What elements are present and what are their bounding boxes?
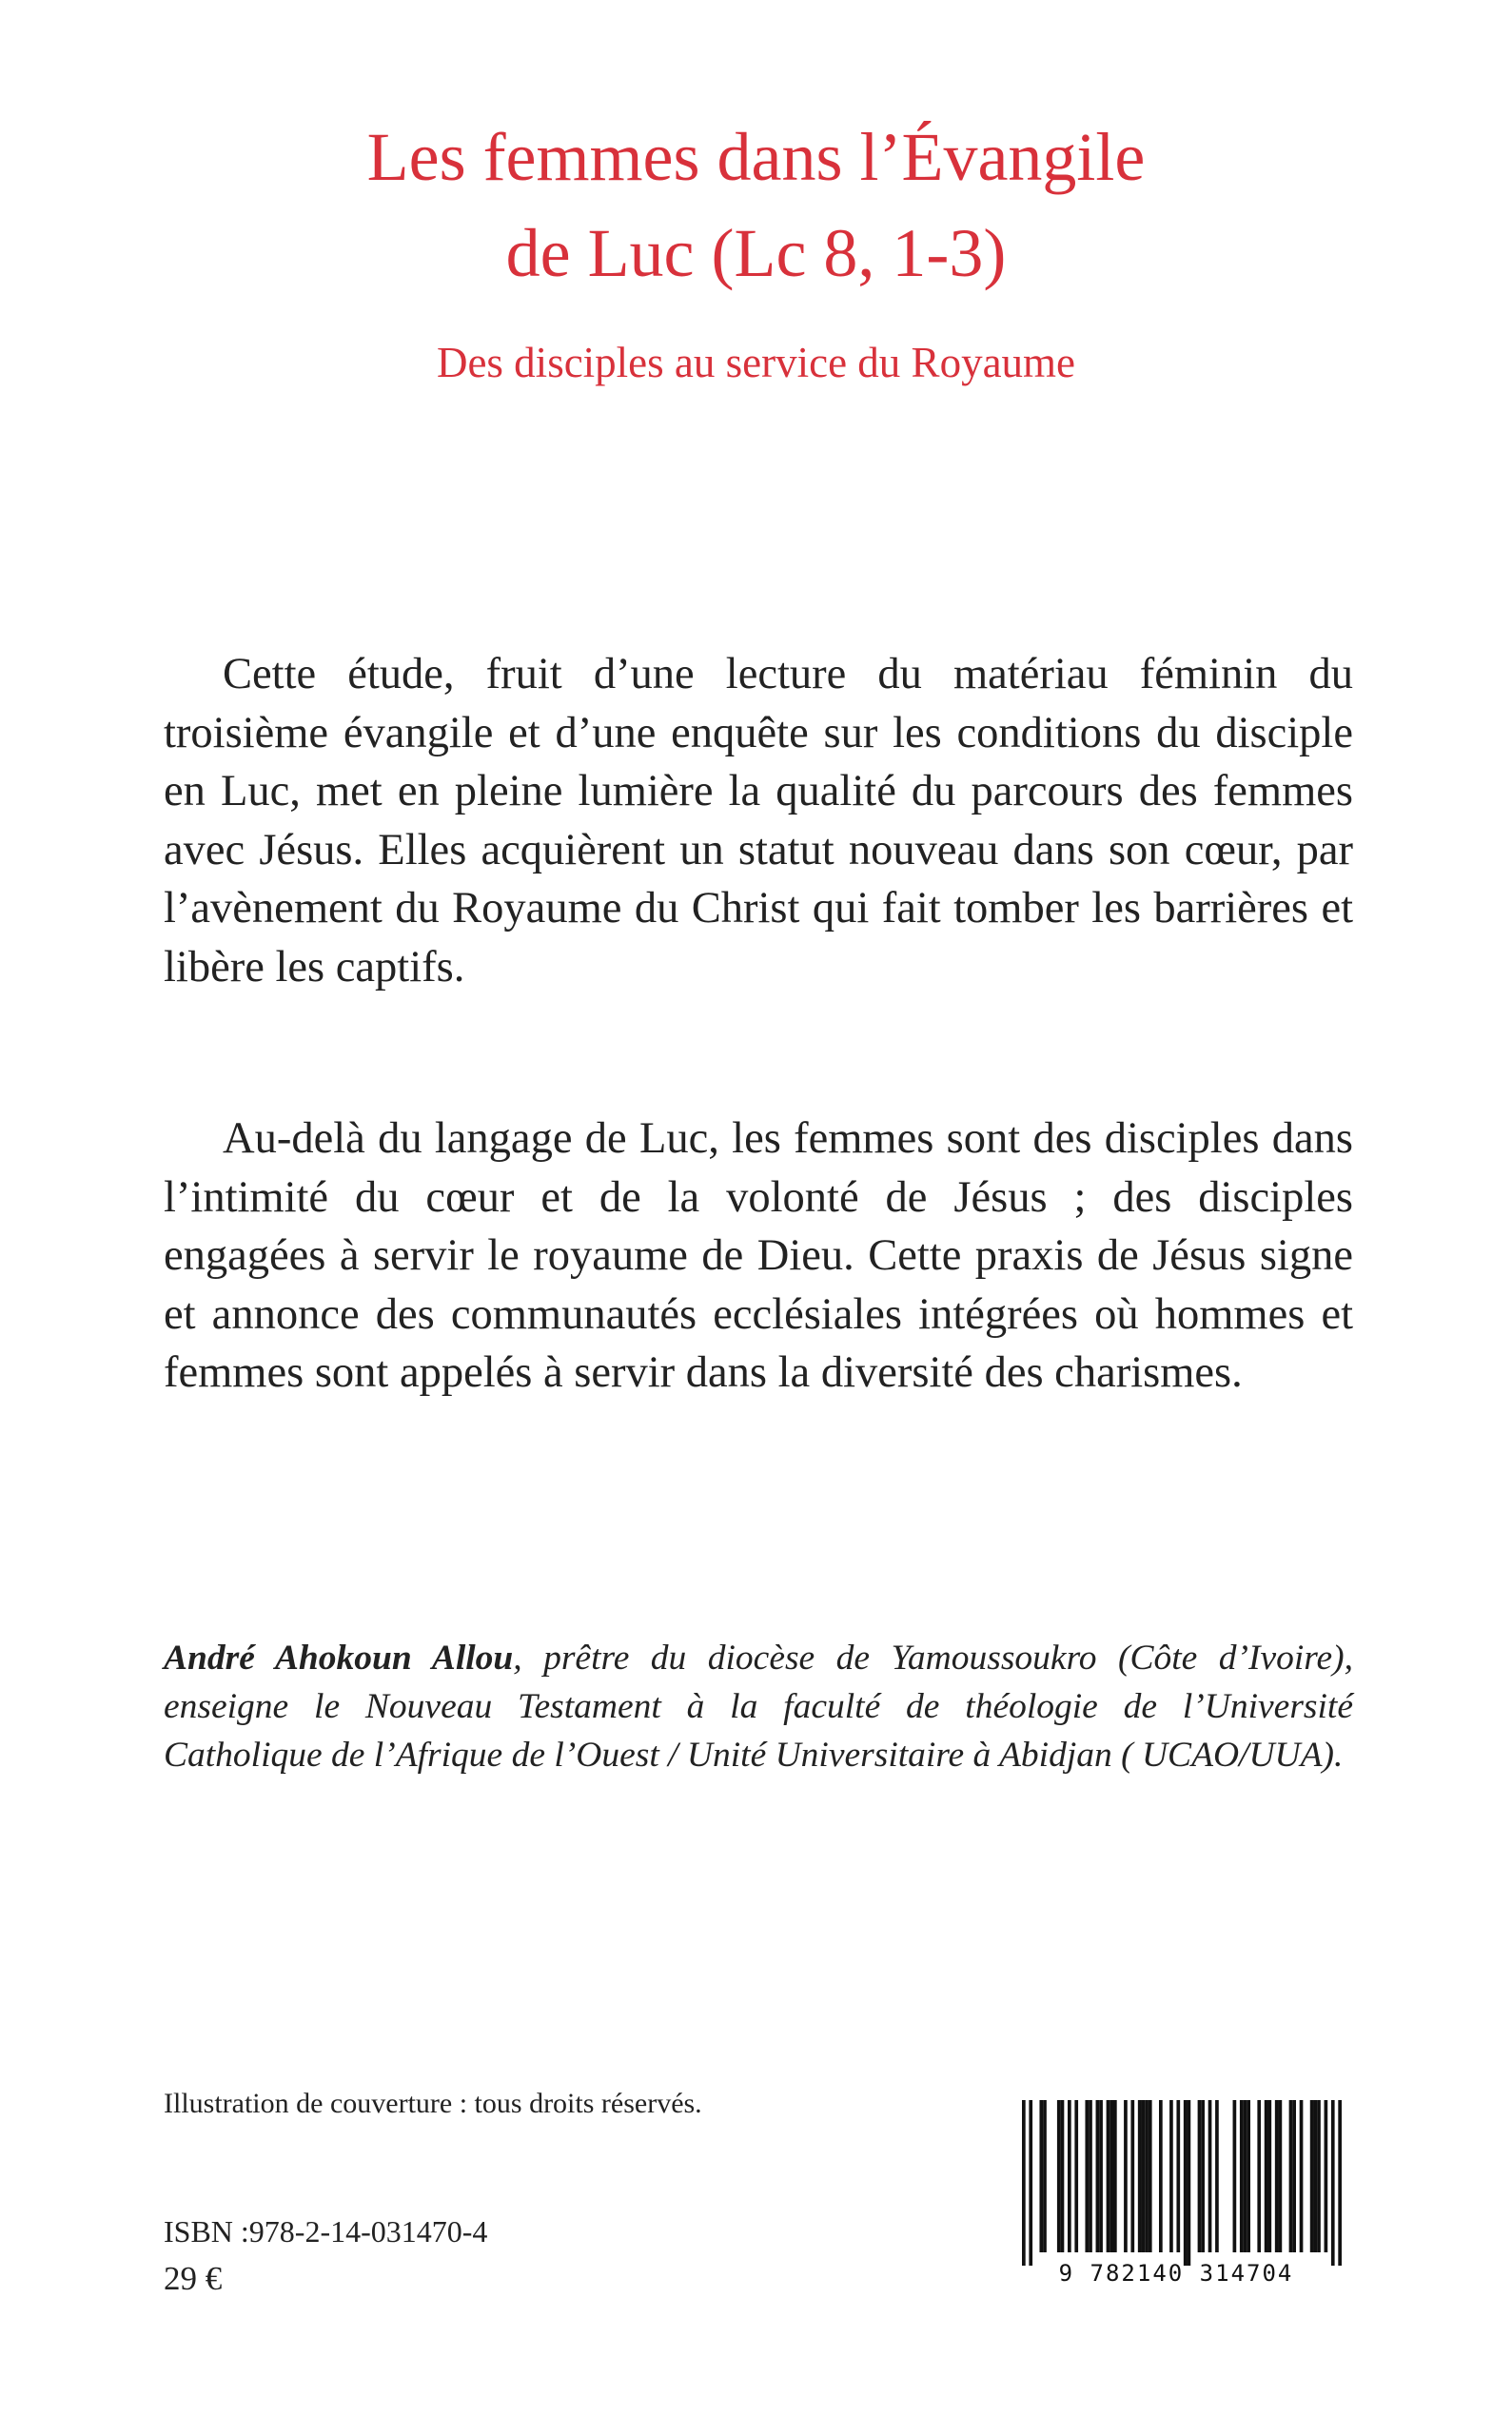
barcode-bar bbox=[1096, 2100, 1100, 2252]
barcode-bar bbox=[1279, 2100, 1283, 2252]
barcode-bar bbox=[1029, 2100, 1032, 2266]
author-bio bbox=[164, 1634, 1353, 1779]
barcode-bar bbox=[1039, 2100, 1043, 2252]
barcode-bar bbox=[1109, 2100, 1113, 2252]
barcode-bar bbox=[1130, 2100, 1134, 2252]
barcode-bar bbox=[1022, 2100, 1026, 2266]
barcode-bar bbox=[1240, 2100, 1244, 2252]
summary-paragraph-2: Au-delà du langage de Luc, les femmes sont des disciples dans l’intimité du cœur et de la volonté de Jésus ; des disciples engagées à servir le royaume de Dieu. Cette praxis de Jésus signe et annonce des communautés ecclésiales intégrées où hommes et femmes sont appelés à servir dans la diversité des charismes. bbox=[164, 1114, 1353, 1397]
barcode-bars bbox=[1022, 2100, 1342, 2266]
barcode-bar bbox=[1124, 2100, 1128, 2252]
barcode-bar bbox=[1275, 2100, 1279, 2252]
barcode-bar bbox=[1208, 2100, 1212, 2252]
barcode-bar bbox=[1233, 2100, 1237, 2252]
barcode-bar bbox=[1267, 2100, 1271, 2252]
illustration-credit: Illustration de couverture : tous droits réservés. bbox=[164, 2088, 702, 2119]
barcode-bar bbox=[1310, 2100, 1314, 2252]
barcode-bar bbox=[1188, 2100, 1191, 2266]
barcode-bar bbox=[1331, 2100, 1335, 2266]
barcode-bar bbox=[1074, 2100, 1078, 2252]
barcode-bar bbox=[1313, 2100, 1317, 2252]
barcode-bar bbox=[1099, 2100, 1103, 2252]
book-price: 29 € bbox=[164, 2260, 223, 2297]
barcode-bar bbox=[1247, 2100, 1250, 2252]
barcode-bar bbox=[1244, 2100, 1247, 2252]
barcode-bar bbox=[1300, 2100, 1304, 2252]
barcode-bar bbox=[1145, 2100, 1149, 2252]
barcode-bar bbox=[1265, 2100, 1268, 2252]
barcode-bar bbox=[1138, 2100, 1142, 2252]
barcode-bar bbox=[1149, 2100, 1152, 2252]
barcode-bar bbox=[1043, 2100, 1047, 2252]
barcode-bar bbox=[1257, 2100, 1261, 2252]
isbn-number: ISBN :978-2-14-031470-4 bbox=[164, 2214, 488, 2249]
barcode-bar bbox=[1289, 2100, 1293, 2252]
barcode-bar bbox=[1338, 2100, 1342, 2266]
barcode-bar bbox=[1061, 2100, 1065, 2252]
barcode-bar bbox=[1325, 2100, 1328, 2252]
barcode-digits: 9 782140 314704 bbox=[1058, 2260, 1294, 2287]
barcode-bar bbox=[1089, 2100, 1092, 2252]
barcode-bar bbox=[1113, 2100, 1117, 2252]
barcode-bar bbox=[1068, 2100, 1071, 2252]
barcode-bar bbox=[1085, 2100, 1089, 2252]
barcode-bar bbox=[1159, 2100, 1163, 2252]
barcode-bar bbox=[1317, 2100, 1321, 2252]
barcode-bar bbox=[1169, 2100, 1173, 2252]
barcode-bar bbox=[1107, 2100, 1110, 2252]
barcode-bar bbox=[1198, 2100, 1202, 2252]
barcode-bar bbox=[1292, 2100, 1296, 2252]
book-title-line-2: de Luc (Lc 8, 1-3) bbox=[505, 215, 1007, 291]
barcode-bar bbox=[1215, 2100, 1219, 2252]
barcode-bar bbox=[1184, 2100, 1188, 2266]
barcode-bar bbox=[1201, 2100, 1205, 2252]
barcode-bar bbox=[1176, 2100, 1180, 2252]
author-bio-text: , prêtre du diocèse de Yamoussoukro (Côte d’Ivoire), enseigne le Nouveau Testament à la faculté de théologie de l’Université Catholique de l’Afrique de l’Ouest / Unité Universitaire à Abidjan ( UCAO/UUA). bbox=[164, 1639, 1353, 1775]
book-title-line-1: Les femmes dans l’Évangile bbox=[366, 119, 1146, 195]
barcode-bar bbox=[1057, 2100, 1061, 2252]
author-name: André Ahokoun Allou bbox=[164, 1639, 514, 1678]
book-subtitle: Des disciples au service du Royaume bbox=[436, 339, 1076, 386]
barcode-bar bbox=[1142, 2100, 1146, 2252]
summary-paragraph-1: Cette étude, fruit d’une lecture du matériau féminin du troisième évangile et d’une enquête sur les conditions du disciple en Luc, met en pleine lumière la qualité du parcours des femmes avec Jésus. Elles acquièrent un statut nouveau dans son cœur, par l’avènement du Royaume du Christ qui fait tomber les barrières et libère les captifs. bbox=[164, 650, 1353, 992]
